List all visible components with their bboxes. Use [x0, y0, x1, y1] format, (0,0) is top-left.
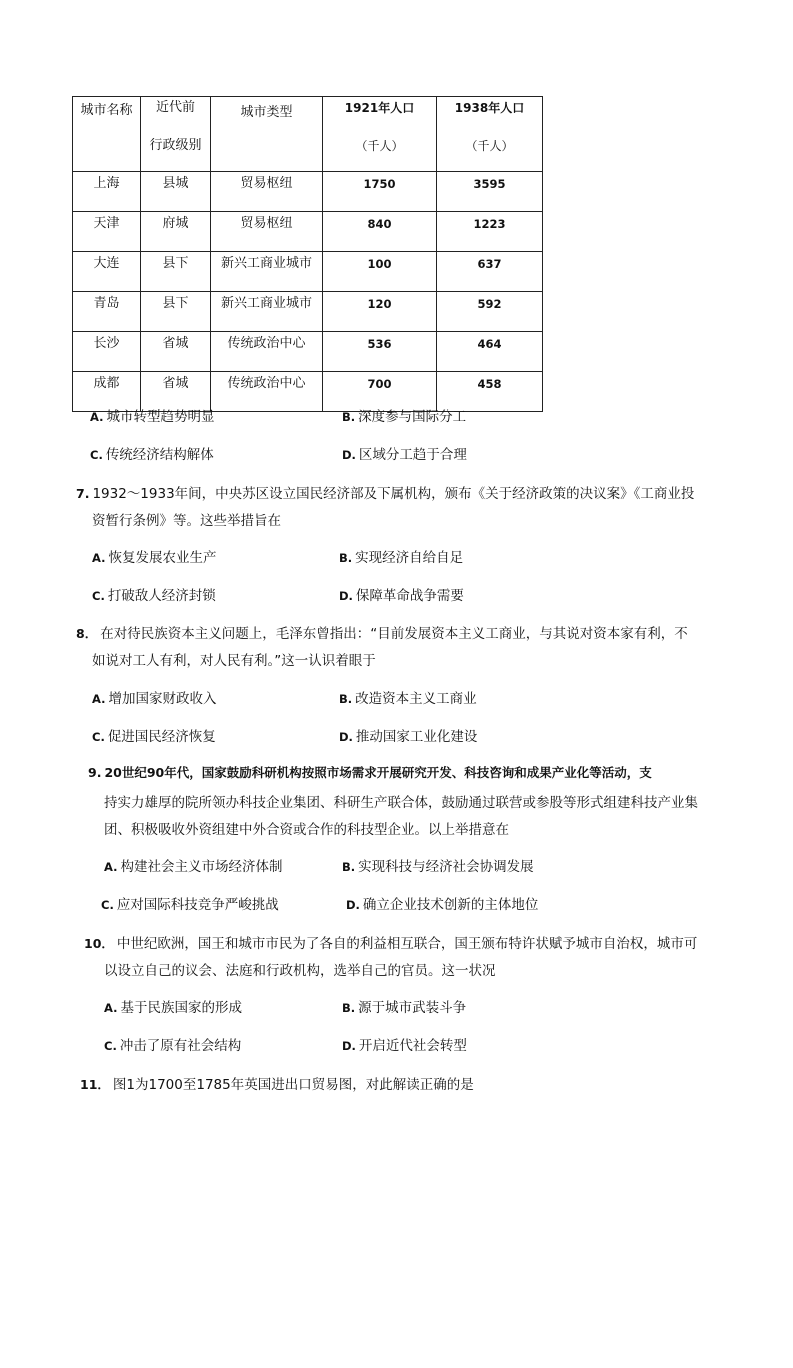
cell-type: 新兴工商业城市	[211, 252, 323, 292]
table-row	[73, 332, 543, 372]
q6-option-b: B. 深度参与国际分工	[342, 409, 467, 425]
q9-stem-line1: 9. 20世纪90年代，国家鼓励科研机构按照市场需求开展研究开发、科技咨询和成果产业化等活动，支	[88, 765, 652, 780]
q8-option-b: B. 改造资本主义工商业	[339, 691, 477, 707]
cell-type: 传统政治中心	[211, 372, 323, 412]
q11-stem-line1: 11． 图1为1700至1785年英国进出口贸易图，对此解读正确的是	[80, 1077, 474, 1093]
header-pop1921: 1921年人口 （千人）	[323, 97, 437, 172]
cell-level: 县城	[141, 172, 211, 212]
q8-option-a: A. 增加国家财政收入	[92, 691, 217, 707]
header-city: 城市名称	[73, 97, 141, 172]
cell-pop1921: 840	[323, 212, 437, 252]
cell-type: 贸易枢纽	[211, 172, 323, 212]
cell-level: 县下	[141, 252, 211, 292]
q6-option-d: D. 区域分工趋于合理	[342, 447, 467, 463]
q7-option-a: A. 恢复发展农业生产	[92, 550, 217, 566]
q8-stem-line2: 如说对工人有利，对人民有利。”这一认识着眼于	[92, 653, 376, 669]
cell-city: 上海	[73, 172, 141, 212]
table-row	[73, 252, 543, 292]
cell-city: 大连	[73, 252, 141, 292]
cell-pop1938: 3595	[437, 172, 543, 212]
cell-level: 县下	[141, 292, 211, 332]
cell-pop1921: 100	[323, 252, 437, 292]
q7-stem-line2: 资暂行条例》等。这些举措旨在	[92, 513, 281, 529]
q8-option-d: D. 推动国家工业化建设	[339, 729, 478, 745]
header-pop1938: 1938年人口 （千人）	[437, 97, 543, 172]
cell-level: 府城	[141, 212, 211, 252]
cell-pop1921: 1750	[323, 172, 437, 212]
q7-stem-line1: 7. 1932～1933年间，中央苏区设立国民经济部及下属机构，颁布《关于经济政策的决议案》《工商业投	[76, 486, 695, 502]
q9-stem-line2: 持实力雄厚的院所领办科技企业集团、科研生产联合体，鼓励通过联营或参股等形式组建科技产业集	[104, 795, 698, 811]
cell-level: 省城	[141, 332, 211, 372]
cell-type: 传统政治中心	[211, 332, 323, 372]
cell-pop1921: 120	[323, 292, 437, 332]
q10-option-b: B. 源于城市武装斗争	[342, 1000, 467, 1016]
cell-type: 贸易枢纽	[211, 212, 323, 252]
q9-option-b: B. 实现科技与经济社会协调发展	[342, 859, 534, 875]
q10-stem-line2: 以设立自己的议会、法庭和行政机构，选举自己的官员。这一状况	[104, 963, 496, 979]
cell-pop1938: 464	[437, 332, 543, 372]
cell-city: 青岛	[73, 292, 141, 332]
q8-stem-line1: 8． 在对待民族资本主义问题上，毛泽东曾指出：“目前发展资本主义工商业，与其说对资本家有利，不	[76, 626, 688, 642]
cell-pop1921: 700	[323, 372, 437, 412]
q9-stem-line3: 团、积极吸收外资组建中外合资或合作的科技型企业。以上举措意在	[104, 822, 509, 838]
cell-city: 天津	[73, 212, 141, 252]
table-row	[73, 212, 543, 252]
q10-option-a: A. 基于民族国家的形成	[104, 1000, 242, 1016]
cell-level: 省城	[141, 372, 211, 412]
q10-option-d: D. 开启近代社会转型	[342, 1038, 467, 1054]
table-row	[73, 172, 543, 212]
cell-city: 成都	[73, 372, 141, 412]
q8-option-c: C. 促进国民经济恢复	[92, 729, 216, 745]
q6-option-c: C. 传统经济结构解体	[90, 447, 214, 463]
q6-option-a: A. 城市转型趋势明显	[90, 409, 215, 425]
cell-city: 长沙	[73, 332, 141, 372]
q7-option-d: D. 保障革命战争需要	[339, 588, 464, 604]
q10-option-c: C. 冲击了原有社会结构	[104, 1038, 242, 1054]
q9-option-d: D. 确立企业技术创新的主体地位	[346, 897, 539, 913]
q7-option-c: C. 打破敌人经济封锁	[92, 588, 216, 604]
cell-pop1921: 536	[323, 332, 437, 372]
header-type: 城市类型	[211, 97, 323, 172]
table-header-row	[73, 97, 543, 172]
cell-pop1938: 458	[437, 372, 543, 412]
cell-type: 新兴工商业城市	[211, 292, 323, 332]
q7-option-b: B. 实现经济自给自足	[339, 550, 464, 566]
q9-option-a: A. 构建社会主义市场经济体制	[104, 859, 283, 875]
cell-pop1938: 1223	[437, 212, 543, 252]
cell-pop1938: 592	[437, 292, 543, 332]
header-level: 近代前 行政级别	[141, 97, 211, 172]
table-row	[73, 292, 543, 332]
q9-option-c: C. 应对国际科技竞争严峻挑战	[101, 897, 279, 913]
city-population-table	[72, 96, 543, 412]
q10-stem-line1: 10． 中世纪欧洲，国王和城市市民为了各自的利益相互联合，国王颁布特许状赋予城市自治权，城市可	[84, 936, 698, 952]
cell-pop1938: 637	[437, 252, 543, 292]
